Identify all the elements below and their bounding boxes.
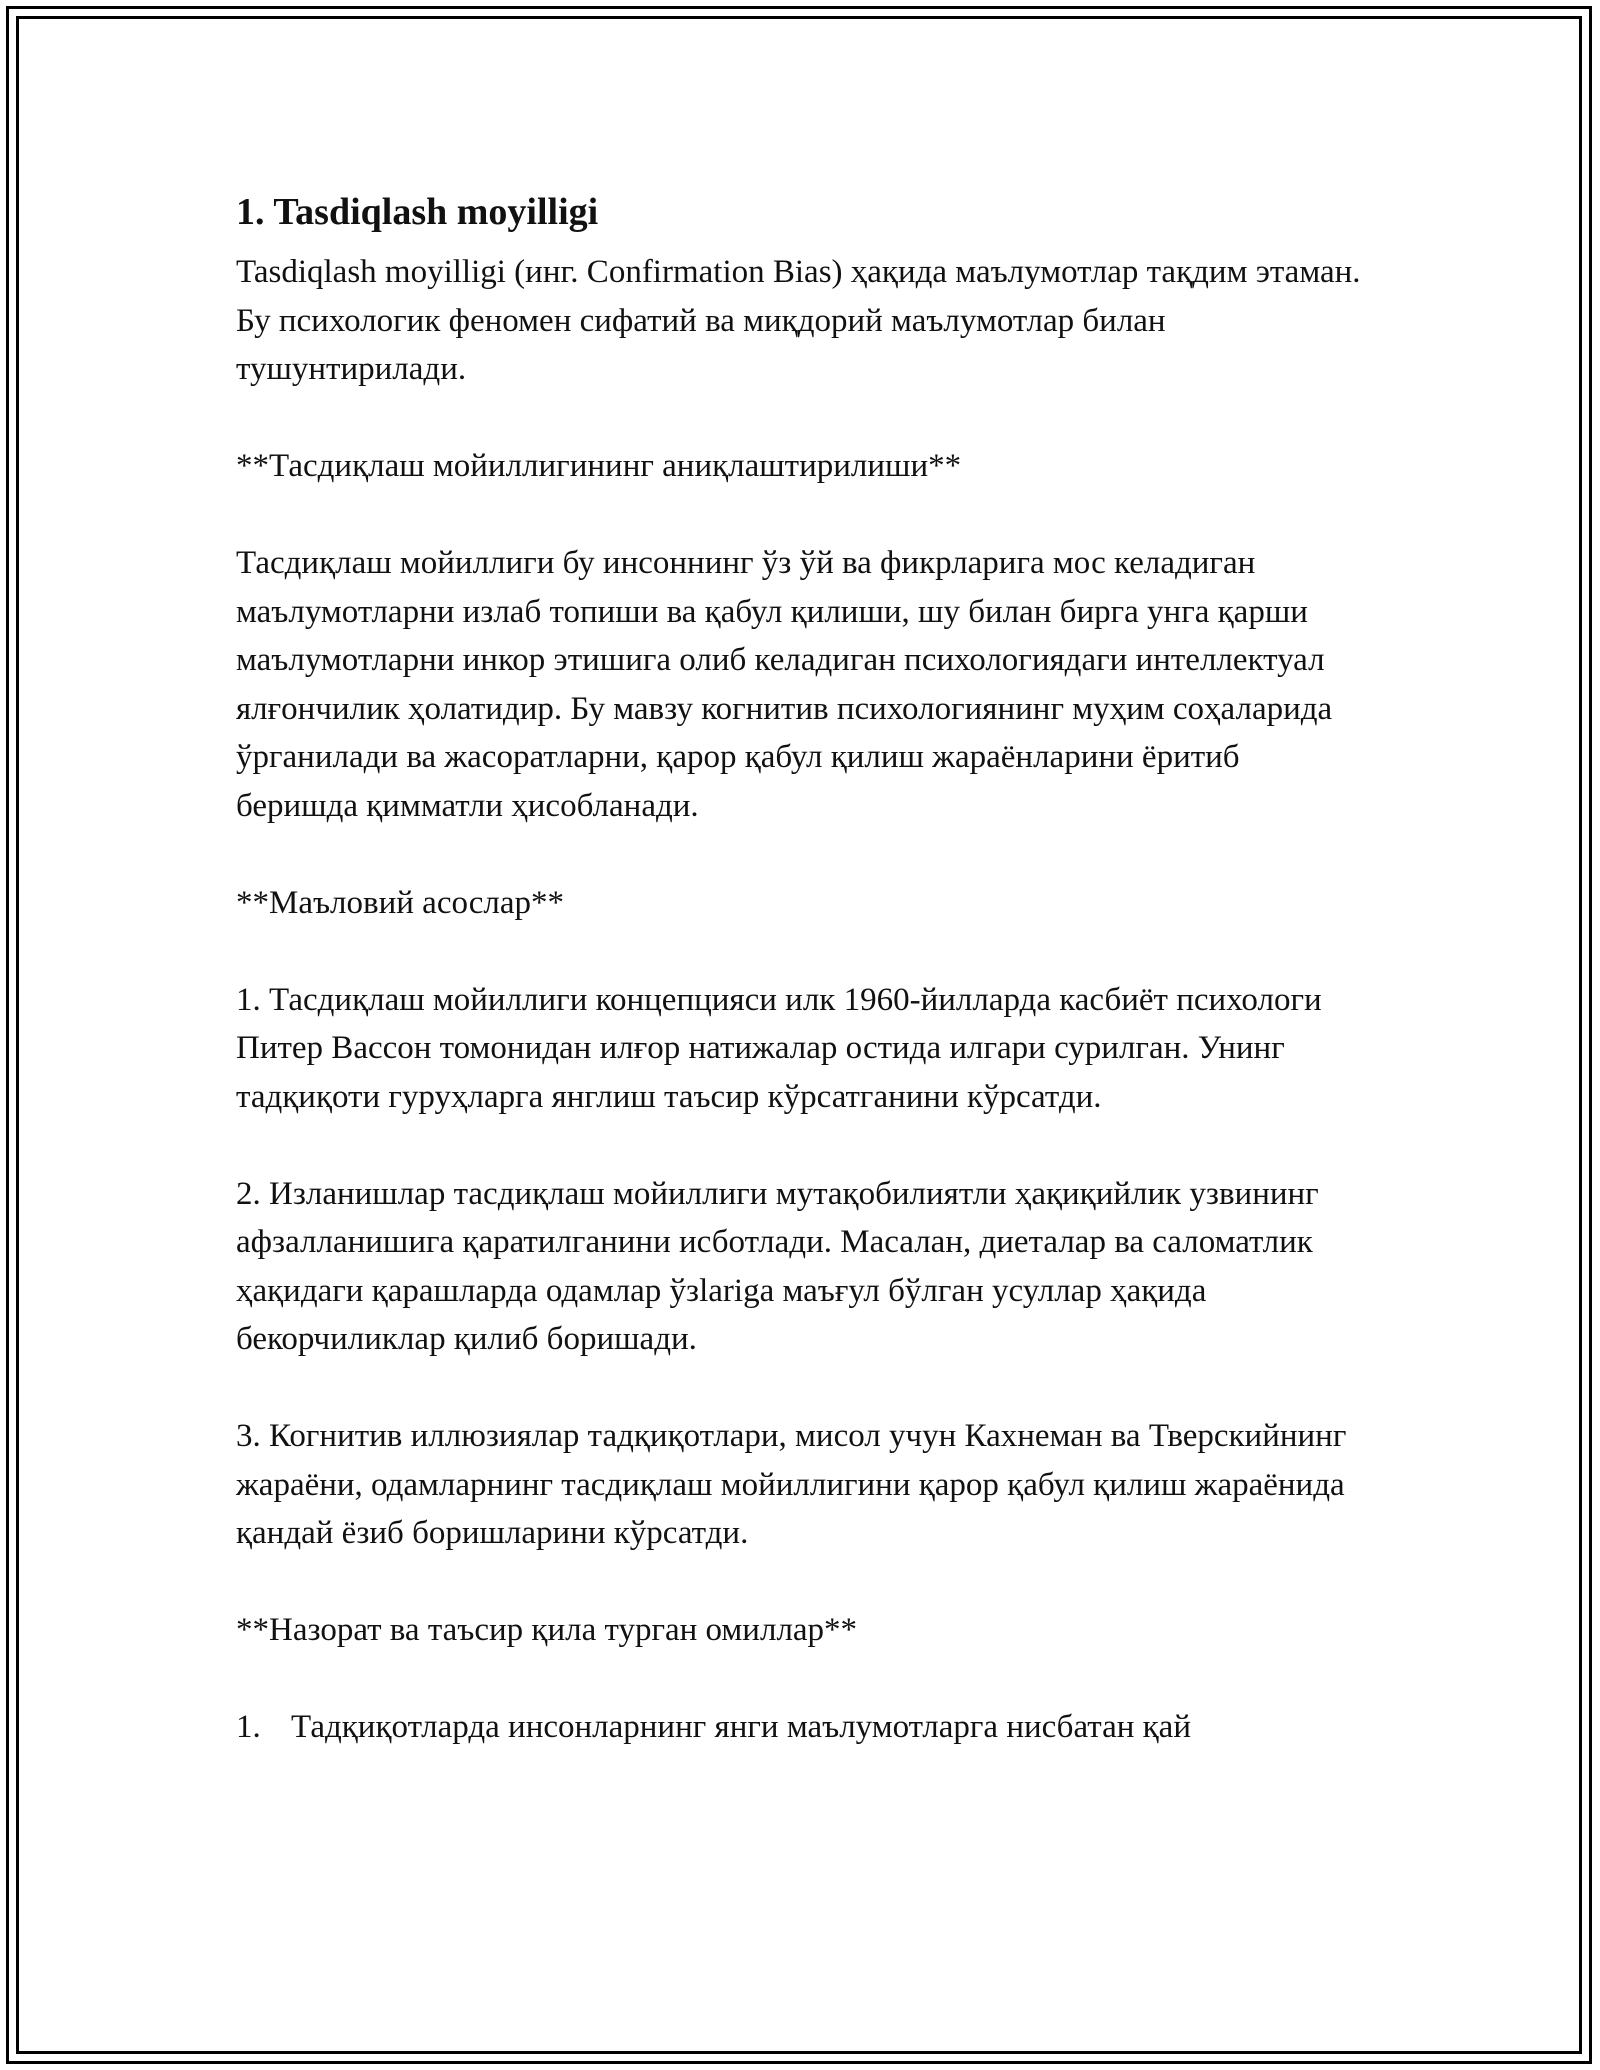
foundation-item-1: 1. Тасдиқлаш мойиллиги концепцияси илк 1960-йилларда касбиёт психологи Питер Вассон томонидан илғор натижалар остида илгари сурилган. Унинг тадқиқоти гуруҳларга янглиш таъсир кўрсатганини кўрсатди. (236, 981, 1322, 1115)
foundation-item-2: 2. Изланишлар тасдиқлаш мойиллиги мутақобилиятли ҳақиқийлик узвининг афзалланишига қаратилганини исботлади. Масалан, диеталар ва саломатлик ҳақидаги қарашларда одамлар ўзlariga маъғул бўлган усуллар ҳақида бекорчиликлар қилиб боришади. (236, 1175, 1319, 1357)
document-heading: 1. Tasdiqlash moyilligi (236, 191, 599, 233)
intro-paragraph: Tasdiqlash moyilligi (инг. Confirmation Bias) ҳақида маълумотлар тақдим этаман. Бу психологик феномен сифатий ва миқдорий маълумотлар билан тушунтирилади. (236, 254, 1361, 387)
factors-list-number: 1. (236, 1709, 261, 1745)
definition-paragraph: Тасдиқлаш мойиллиги бу инсоннинг ўз ўй ва фикрларига мос келадиган маълумотларни излаб топиши ва қабул қилиши, шу билан бирга унга қарши маълумотларни инкор этишига олиб келадиган психологиядаги интеллектуал ялғончилик ҳолатидир. Бу мавзу когнитив психологиянинг муҳим соҳаларида ўрганилади ва жасоратларни, қарор қабул қилиш жараёнларини ёритиб беришда қимматли ҳисобланади. (236, 545, 1333, 824)
section-title-factors: **Назорат ва таъсир қила турган омиллар** (236, 1612, 858, 1648)
factors-list-item (236, 1703, 1364, 1752)
document-body (236, 188, 1364, 1752)
factors-list-text: Тадқиқотларда инсонларнинг янги маълумотларга нисбатан қай (291, 1709, 1191, 1745)
section-title-definition: **Тасдиқлаш мойиллигининг аниқлаштирилиши** (236, 448, 962, 484)
foundation-item-3: 3. Когнитив иллюзиялар тадқиқотлари, мисол учун Кахнеман ва Тверскийнинг жараёни, одамларнинг тасдиқлаш мойиллигини қарор қабул қилиш жараёнида қандай ёзиб боришларини кўрсатди. (236, 1418, 1347, 1551)
section-title-foundations: **Маъловий асослар** (236, 884, 565, 921)
